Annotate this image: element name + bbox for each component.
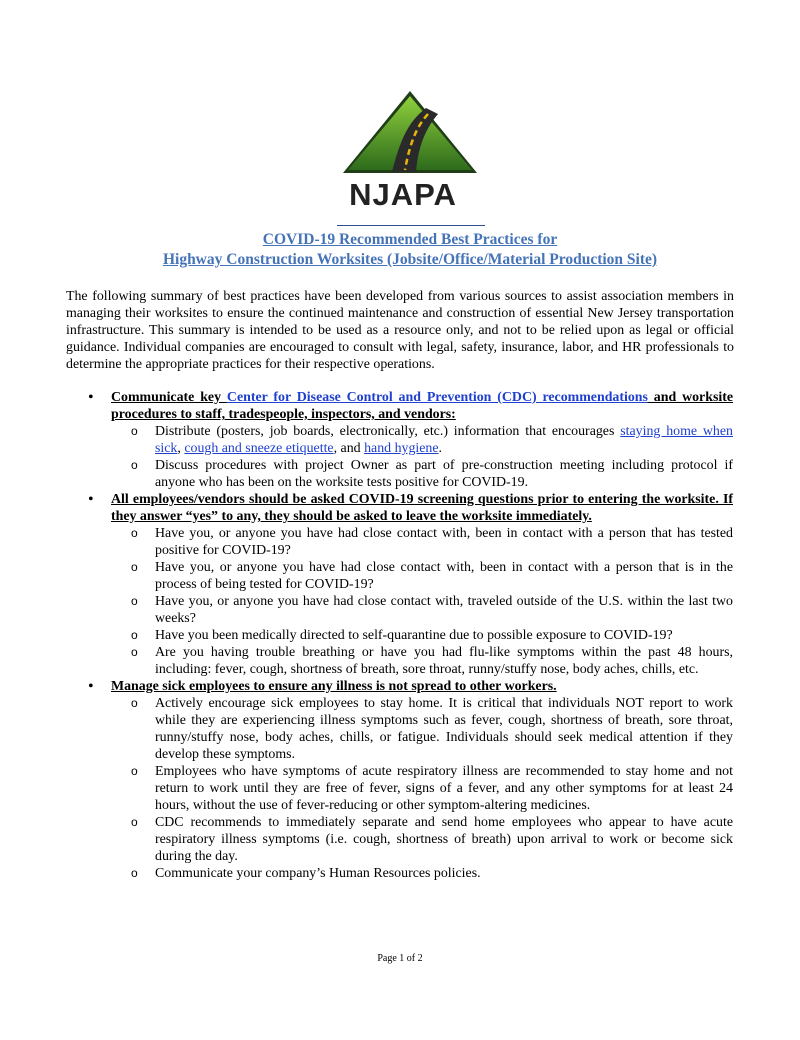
list-item-text	[155, 423, 733, 457]
list-item-text: Have you, or anyone you have had close contact with, been in contact with a person that is in the process of being tested for COVID-19?	[155, 560, 733, 592]
list-item-text: CDC recommends to immediately separate and send home employees who appear to have acute respiratory illness symptoms (i.e. cough, shortness of breath) upon arrival to work or become sick during the day.	[155, 815, 733, 864]
intro-paragraph: The following summary of best practices have been developed from various sources to assist association members in managing their worksites to ensure the continued maintenance and construction of essential New Jersey transportation infrastructure. This summary is intended to be used as a resource only, and not to be relied upon as legal or official guidance. Individual companies are encouraged to consult with legal, safety, insurance, labor, and HR professionals to determine the appropriate practices for their respective operations.	[66, 289, 734, 372]
list-item	[0, 814, 800, 865]
list-item-text: Actively encourage sick employees to stay home. It is critical that individuals NOT report to work while they are experiencing illness symptoms such as fever, cough, shortness of breath, sore throat, runny/stuffy nose, body aches, chills, or fatigue. Individuals should seek medical attention if they develop these symptoms.	[155, 696, 733, 762]
bullet-icon: •	[88, 491, 94, 508]
text-run: , and	[333, 441, 365, 456]
list-item-text: Are you having trouble breathing or have you had flu-like symptoms within the past 48 hours, including: fever, cough, shortness of breath, sore throat, runny/stuffy nose, body aches, chills, etc.	[155, 645, 733, 677]
circle-bullet-icon: o	[131, 628, 138, 642]
circle-bullet-icon: o	[131, 696, 138, 710]
page-number: Page 1 of 2	[377, 953, 423, 964]
list-item-text: Communicate your company’s Human Resources policies.	[155, 866, 481, 881]
section-sick-employees	[0, 678, 800, 695]
section-heading: All employees/vendors should be asked COVID-19 screening questions prior to entering the worksite. If they answer “yes” to any, they should be asked to leave the worksite immediately.	[111, 492, 733, 524]
circle-bullet-icon: o	[131, 645, 138, 659]
bullet-icon: •	[88, 389, 94, 406]
heading-text: Communicate key	[111, 390, 227, 405]
circle-bullet-icon: o	[131, 526, 138, 540]
staying-home-link[interactable]: staying home when sick	[155, 424, 733, 456]
list-item	[0, 627, 800, 644]
text-run: Distribute (posters, job boards, electronically, etc.) information that encourages	[155, 424, 621, 439]
circle-bullet-icon: o	[131, 594, 138, 608]
list-item-text: Discuss procedures with project Owner as part of pre-construction meeting including protocol if anyone who has been on the worksite tests positive for COVID-19.	[155, 458, 733, 490]
section-heading: Manage sick employees to ensure any illness is not spread to other workers.	[111, 679, 557, 694]
document-title-line-2: Highway Construction Worksites (Jobsite/Office/Material Production Site)	[162, 251, 658, 268]
list-item	[0, 763, 800, 814]
list-item	[0, 593, 800, 627]
cough-sneeze-link[interactable]: cough and sneeze etiquette	[184, 441, 334, 456]
njapa-logo-mark	[340, 88, 480, 178]
list-item	[0, 457, 800, 491]
bullet-icon: •	[88, 678, 94, 695]
circle-bullet-icon: o	[131, 458, 138, 472]
section-screening	[0, 491, 800, 525]
heading-text: and worksite procedures to staff, tradespeople, inspectors, and vendors:	[111, 390, 734, 422]
text-run: ,	[177, 441, 185, 456]
list-item-text: Have you been medically directed to self-quarantine due to possible exposure to COVID-19?	[155, 628, 673, 643]
best-practices-list	[0, 389, 800, 882]
logo-wordmark: NJAPA	[349, 177, 457, 212]
list-item-text: Have you, or anyone you have had close contact with, traveled outside of the U.S. within the last two weeks?	[155, 594, 733, 626]
list-item-text: Employees who have symptoms of acute respiratory illness are recommended to stay home and not return to work until they are free of fever, signs of a fever, and any other symptoms for at least 24 hours, without the use of fever-reducing or other symptom-altering medicines.	[155, 764, 733, 813]
circle-bullet-icon: o	[131, 764, 138, 778]
circle-bullet-icon: o	[131, 866, 138, 880]
document-title-line-1: COVID-19 Recommended Best Practices for	[262, 231, 558, 248]
circle-bullet-icon: o	[131, 560, 138, 574]
circle-bullet-icon: o	[131, 424, 138, 438]
section-heading	[111, 389, 733, 423]
list-item	[0, 525, 800, 559]
list-item	[0, 423, 800, 457]
list-item	[0, 695, 800, 763]
list-item	[0, 559, 800, 593]
road-logo-icon	[340, 88, 480, 178]
section-communicate	[0, 389, 800, 423]
circle-bullet-icon: o	[131, 815, 138, 829]
text-run: .	[438, 441, 443, 456]
hand-hygiene-link[interactable]: hand hygiene	[364, 441, 439, 456]
list-item	[0, 644, 800, 678]
cdc-recommendations-link[interactable]: Center for Disease Control and Prevention (CDC) recommendations	[226, 390, 648, 405]
title-rule	[337, 225, 485, 226]
list-item-text: Have you, or anyone you have had close contact with, been in contact with a person that has tested positive for COVID-19?	[155, 526, 733, 558]
list-item	[0, 865, 800, 882]
